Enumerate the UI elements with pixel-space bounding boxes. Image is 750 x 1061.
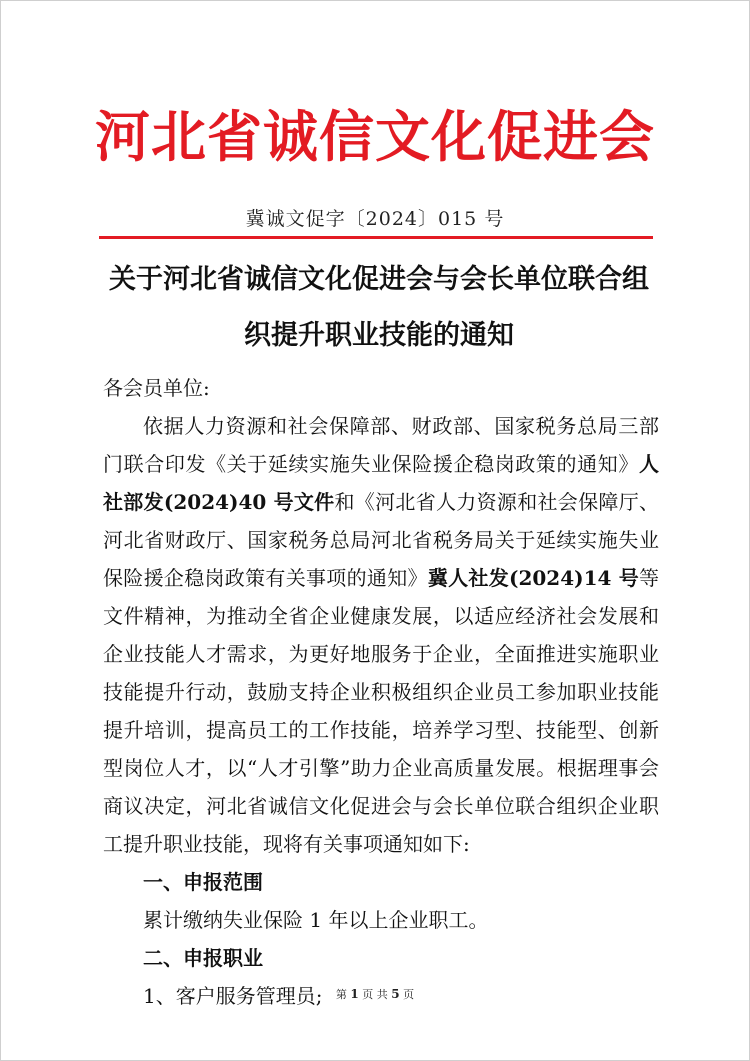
body-paragraph <box>103 407 659 863</box>
page-total: 5 <box>391 987 400 1001</box>
salutation: 各会员单位: <box>103 376 210 400</box>
section-heading: 一、申报范围 <box>143 870 263 894</box>
paragraph-text: 依据人力资源和社会保障部、财政部、国家税务总局三部门联合印发《关于延续实施失业保险援企稳岗政策的通知》 <box>103 414 659 476</box>
red-divider-line <box>99 236 653 239</box>
page-footer <box>1 986 749 1002</box>
organization-name: 河北省诚信文化促进会 <box>94 104 655 169</box>
section-heading: 二、申报职业 <box>143 946 263 970</box>
document-body <box>103 369 659 1015</box>
notice-title: 关于河北省诚信文化促进会与会长单位联合组织提升职业技能的通知 <box>109 264 649 351</box>
page-prefix: 第 <box>335 988 347 1001</box>
page-suffix: 页 <box>403 988 415 1001</box>
paragraph-text: 和《河北省人力资源和社会保障厅、河北省财政厅、国家税务总局河北省税务局关于延续实施失业保险援企稳岗政策有关事项的通知》 <box>103 490 660 590</box>
document-number: 冀诚文促字〔2024〕015 号 <box>245 208 505 230</box>
section-text: 累计缴纳失业保险 1 年以上企业职工。 <box>143 908 489 932</box>
paragraph-text: 等文件精神，为推动全省企业健康发展，以适应经济社会发展和企业技能人才需求，为更好地服务于企业，全面推进实施职业技能提升行动，鼓励支持企业积极组织企业员工参加职业技能提升培训，提高员工的工作技能，培养学习型、技能型、创新型岗位人才，以“人才引擎”助力企业高质量发展。根据理事会商议决定，河北省诚信文化促进会与会长单位联合组织企业职工提升职业技能，现将有关事项通知如下: <box>103 566 659 856</box>
document-reference: 冀人社发(2024)14 号 <box>427 566 639 590</box>
page-mid: 页 共 <box>362 988 388 1001</box>
page-current: 1 <box>350 987 359 1001</box>
list-item: 1、客户服务管理员; <box>143 984 323 1008</box>
document-reference: 人社部发(2024)40 号文件 <box>103 452 659 514</box>
